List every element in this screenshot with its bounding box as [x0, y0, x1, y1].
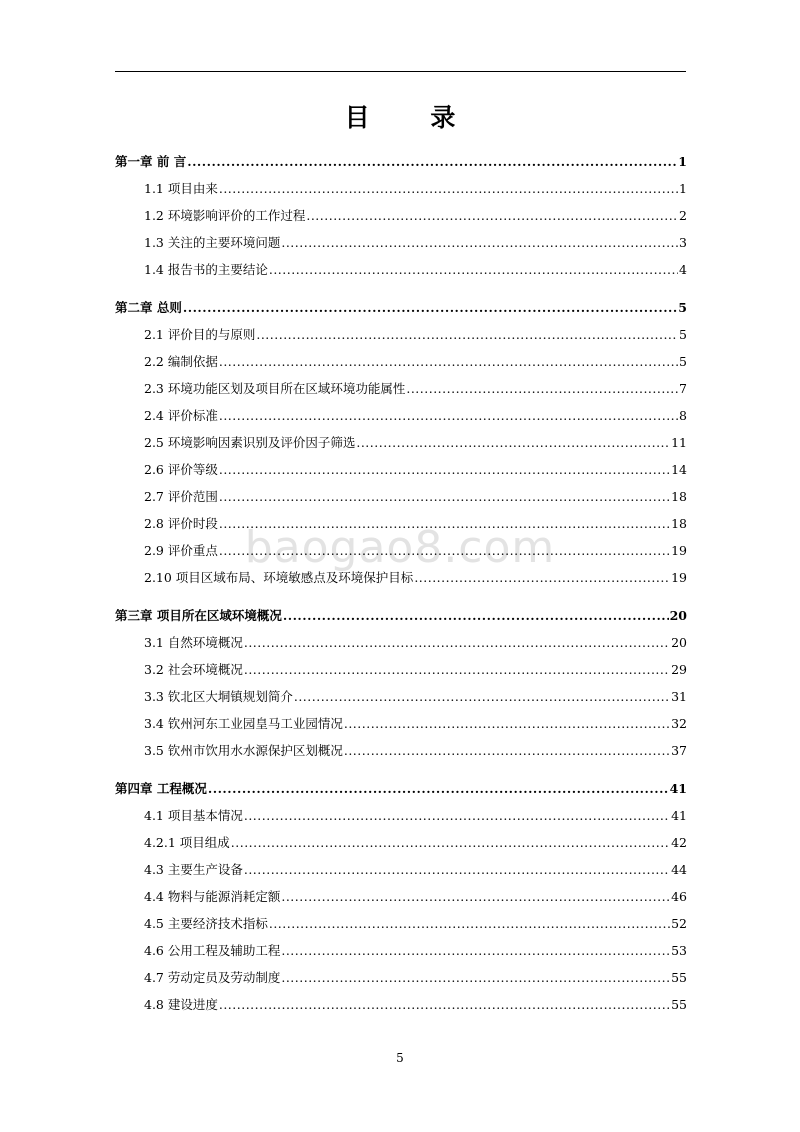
table-of-contents — [115, 148, 687, 1018]
toc-dot-leader — [231, 829, 670, 856]
toc-page-number: 11 — [671, 435, 687, 450]
page-title: 目 录 — [344, 103, 482, 132]
toc-page-number: 31 — [671, 689, 687, 704]
toc-page-number: 55 — [671, 970, 687, 985]
toc-entry-label: 2.2 编制依据 — [144, 354, 218, 369]
watermark: baogao8.com — [244, 522, 556, 573]
toc-section-entry[interactable] — [115, 456, 687, 483]
toc-dot-leader — [208, 775, 669, 802]
toc-entry-label: 第一章 前 言 — [115, 154, 187, 169]
toc-entry-label: 第四章 工程概况 — [115, 781, 207, 796]
toc-dot-leader — [187, 148, 677, 175]
toc-entry-label: 4.8 建设进度 — [144, 997, 218, 1012]
toc-page-number: 41 — [671, 808, 687, 823]
toc-dot-leader — [219, 537, 670, 564]
toc-entry-label: 2.1 评价目的与原则 — [144, 327, 256, 342]
toc-section-entry[interactable] — [115, 629, 687, 656]
toc-entry-label: 3.2 社会环境概况 — [144, 662, 243, 677]
toc-dot-leader — [344, 737, 670, 764]
toc-dot-leader — [281, 883, 670, 910]
toc-chapter-entry[interactable] — [115, 294, 687, 321]
toc-dot-leader — [344, 710, 670, 737]
toc-entry-label: 4.1 项目基本情况 — [144, 808, 243, 823]
toc-section-entry[interactable] — [115, 510, 687, 537]
toc-section-entry[interactable] — [115, 175, 687, 202]
toc-dot-leader — [219, 483, 670, 510]
toc-dot-leader — [219, 456, 670, 483]
toc-entry-label: 2.10 项目区域布局、环境敏感点及环境保护目标 — [144, 570, 414, 585]
toc-dot-leader — [183, 294, 677, 321]
toc-entry-label: 2.9 评价重点 — [144, 543, 218, 558]
toc-section-entry[interactable] — [115, 375, 687, 402]
toc-dot-leader — [219, 991, 670, 1018]
toc-dot-leader — [244, 629, 670, 656]
toc-entry-label: 4.6 公用工程及辅助工程 — [144, 943, 281, 958]
toc-page-number: 44 — [671, 862, 687, 877]
toc-page-number: 18 — [671, 516, 687, 531]
toc-section-entry[interactable] — [115, 883, 687, 910]
toc-dot-leader — [283, 602, 669, 629]
toc-section-entry[interactable] — [115, 910, 687, 937]
toc-section-entry[interactable] — [115, 683, 687, 710]
toc-section-entry[interactable] — [115, 937, 687, 964]
toc-dot-leader — [406, 375, 678, 402]
toc-entry-label: 3.5 钦州市饮用水水源保护区划概况 — [144, 743, 343, 758]
toc-section-entry[interactable] — [115, 321, 687, 348]
toc-page-number: 37 — [671, 743, 687, 758]
toc-dot-leader — [281, 937, 670, 964]
toc-page-number: 4 — [679, 262, 687, 277]
toc-page-number: 20 — [671, 635, 687, 650]
toc-section-entry[interactable] — [115, 229, 687, 256]
toc-section-entry[interactable] — [115, 402, 687, 429]
toc-section-entry[interactable] — [115, 991, 687, 1018]
toc-entry-label: 2.6 评价等级 — [144, 462, 218, 477]
toc-section-entry[interactable] — [115, 964, 687, 991]
toc-section-entry[interactable] — [115, 256, 687, 283]
toc-page-number: 32 — [671, 716, 687, 731]
toc-section-entry[interactable] — [115, 537, 687, 564]
toc-page-number: 19 — [671, 570, 687, 585]
toc-page-number: 14 — [671, 462, 687, 477]
toc-page-number: 1 — [679, 181, 687, 196]
toc-section-entry[interactable] — [115, 483, 687, 510]
toc-chapter-entry[interactable] — [115, 602, 687, 629]
toc-entry-label: 4.7 劳动定员及劳动制度 — [144, 970, 281, 985]
toc-dot-leader — [294, 683, 670, 710]
toc-page-number: 20 — [669, 608, 687, 623]
toc-entry-label: 1.1 项目由来 — [144, 181, 218, 196]
toc-page-number: 5 — [678, 300, 687, 315]
toc-dot-leader — [281, 964, 670, 991]
toc-entry-label: 第三章 项目所在区域环境概况 — [115, 608, 282, 623]
toc-entry-label: 3.1 自然环境概况 — [144, 635, 243, 650]
toc-entry-label: 4.4 物料与能源消耗定额 — [144, 889, 281, 904]
toc-dot-leader — [414, 564, 670, 591]
toc-entry-label: 2.8 评价时段 — [144, 516, 218, 531]
toc-entry-label: 3.3 钦北区大垌镇规划简介 — [144, 689, 293, 704]
toc-entry-label: 4.3 主要生产设备 — [144, 862, 243, 877]
toc-page-number: 46 — [671, 889, 687, 904]
header-rule — [115, 71, 686, 72]
toc-page-number: 18 — [671, 489, 687, 504]
toc-section-entry[interactable] — [115, 737, 687, 764]
toc-section-entry[interactable] — [115, 829, 687, 856]
toc-dot-leader — [244, 856, 670, 883]
toc-dot-leader — [244, 802, 670, 829]
toc-page-number: 1 — [678, 154, 687, 169]
toc-section-entry[interactable] — [115, 348, 687, 375]
toc-entry-label: 4.5 主要经济技术指标 — [144, 916, 268, 931]
toc-dot-leader — [244, 656, 670, 683]
toc-chapter-entry[interactable] — [115, 775, 687, 802]
toc-section-entry[interactable] — [115, 202, 687, 229]
toc-entry-label: 1.4 报告书的主要结论 — [144, 262, 268, 277]
toc-page-number: 7 — [679, 381, 687, 396]
toc-dot-leader — [219, 348, 678, 375]
toc-entry-label: 2.5 环境影响因素识别及评价因子筛选 — [144, 435, 356, 450]
toc-section-entry[interactable] — [115, 656, 687, 683]
toc-page-number: 29 — [671, 662, 687, 677]
toc-entry-label: 2.3 环境功能区划及项目所在区域环境功能属性 — [144, 381, 406, 396]
toc-page-number: 8 — [679, 408, 687, 423]
toc-page-number: 55 — [671, 997, 687, 1012]
toc-page-number: 52 — [671, 916, 687, 931]
toc-page-number: 3 — [679, 235, 687, 250]
toc-dot-leader — [281, 229, 678, 256]
toc-page-number: 5 — [679, 327, 687, 342]
toc-page-number: 5 — [679, 354, 687, 369]
toc-entry-label: 4.2.1 项目组成 — [144, 835, 230, 850]
toc-section-entry[interactable] — [115, 564, 687, 591]
toc-dot-leader — [219, 175, 678, 202]
toc-section-entry[interactable] — [115, 856, 687, 883]
toc-dot-leader — [219, 402, 678, 429]
toc-entry-label: 1.3 关注的主要环境问题 — [144, 235, 281, 250]
page-number: 5 — [396, 1051, 404, 1065]
toc-section-entry[interactable] — [115, 802, 687, 829]
toc-page-number: 53 — [671, 943, 687, 958]
toc-page-number: 2 — [679, 208, 687, 223]
toc-entry-label: 第二章 总则 — [115, 300, 182, 315]
toc-dot-leader — [356, 429, 670, 456]
toc-entry-label: 3.4 钦州河东工业园皇马工业园情况 — [144, 716, 343, 731]
toc-dot-leader — [256, 321, 678, 348]
toc-chapter-entry[interactable] — [115, 148, 687, 175]
toc-entry-label: 2.4 评价标准 — [144, 408, 218, 423]
toc-page-number: 19 — [671, 543, 687, 558]
toc-dot-leader — [269, 256, 678, 283]
toc-page-number: 42 — [671, 835, 687, 850]
toc-entry-label: 2.7 评价范围 — [144, 489, 218, 504]
toc-dot-leader — [269, 910, 670, 937]
toc-section-entry[interactable] — [115, 429, 687, 456]
toc-dot-leader — [306, 202, 678, 229]
toc-section-entry[interactable] — [115, 710, 687, 737]
toc-entry-label: 1.2 环境影响评价的工作过程 — [144, 208, 306, 223]
toc-page-number: 41 — [669, 781, 687, 796]
toc-dot-leader — [219, 510, 670, 537]
